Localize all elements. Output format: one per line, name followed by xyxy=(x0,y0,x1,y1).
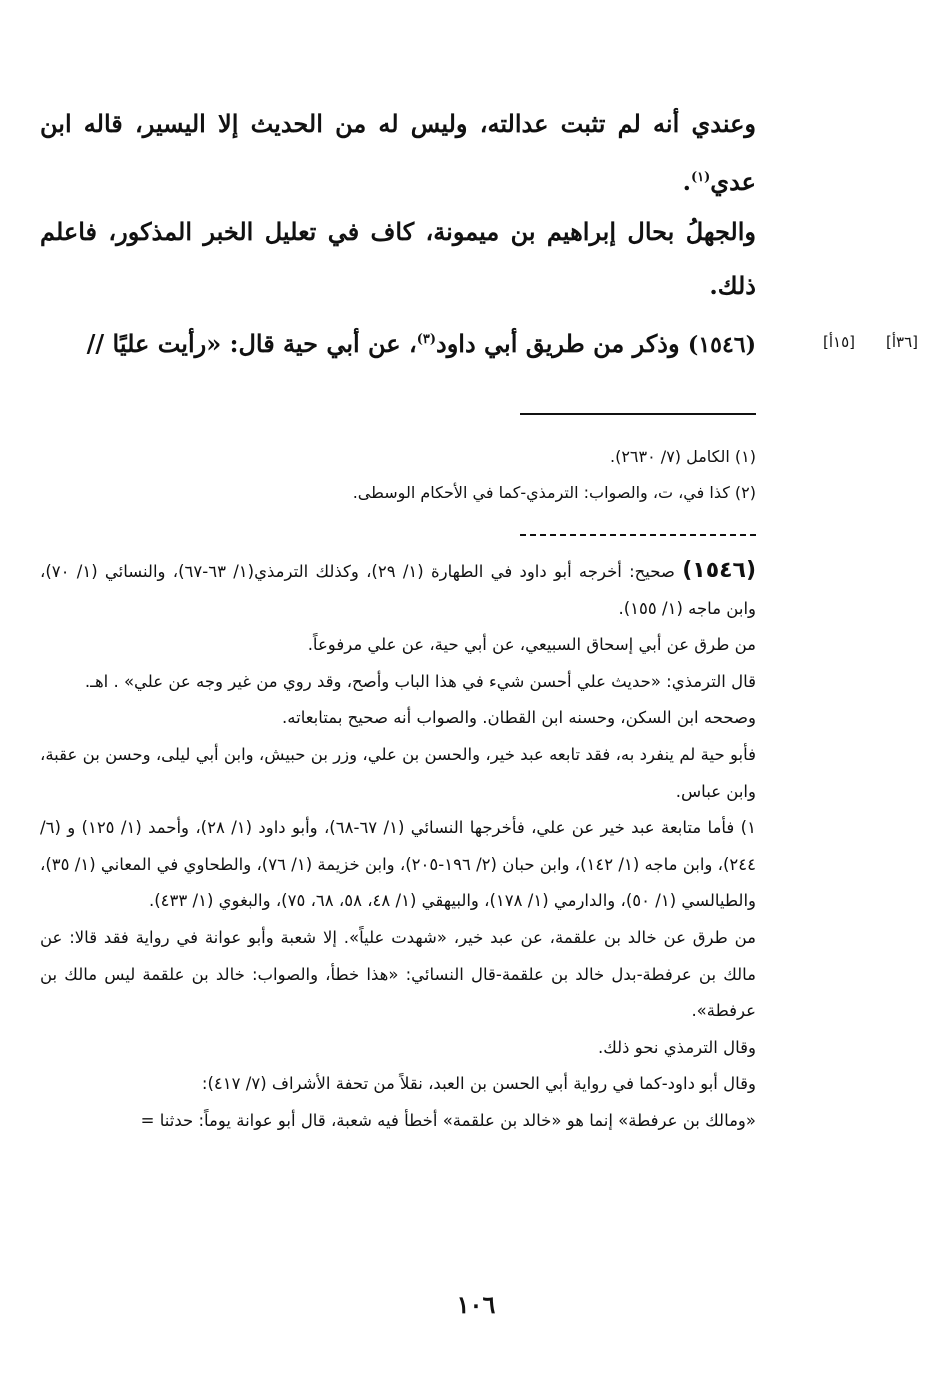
main-paragraph-2 xyxy=(40,205,756,313)
takhrij-line-5: فأبو حية لم ينفرد به، فقد تابعه عبد خير، والحسن بن علي، وزر بن حبيش، وابن أبي ليلى، وحسن بن عقبة، وابن عباس. xyxy=(40,744,756,801)
footnote-ref-3: (٣) xyxy=(416,332,437,347)
takhrij-line-8: وقال الترمذي نحو ذلك. xyxy=(597,1037,756,1057)
takhrij-line-2: من طرق عن أبي إسحاق السبيعي، عن أبي حية، عن علي مرفوعاً. xyxy=(307,635,756,655)
takhrij-line-4: وصححه ابن السكن، وحسنه ابن القطان. والصواب أنه صحيح بمتابعاته. xyxy=(282,708,756,728)
takhrij-line-3: قال الترمذي: «حديث علي أحسن شيء في هذا الباب وأصح، وقد روي من غير وجه عن علي» . اهـ. xyxy=(84,671,756,691)
main-text-3b: ، عن أبي حية قال: «رأيت عليًا // xyxy=(86,329,417,358)
takhrij-line-1: صحيح: أخرجه أبو داود في الطهارة (١/ ٢٩)، وكذلك الترمذي(١/ ٦٣-٦٧)، والنسائي (١/ ٧٠)، وابن ماجه (١/ ١٥٥). xyxy=(40,562,756,618)
page-number: ١٠٦ xyxy=(456,1290,496,1319)
manuscript-ref-2: [١٥أ] xyxy=(823,333,856,351)
footnote-2: (٢) كذا في، ت، والصواب: الترمذي-كما في الأحكام الوسطى. xyxy=(352,483,756,502)
takhrij-line-6: ١) فأما متابعة عبد خير عن علي، فأخرجها النسائي (١/ ٦٧-٦٨)، وأبو داود (١/ ٢٨)، وأحمد (١/ ١٢٥) و (٦/ ٢٤٤)، وابن ماجه (١/ ١٤٢)، وابن حبان (٢/ ١٩٦-٢٠٥)، وابن خزيمة (١/ ٧٦)، والطحاوي في المعاني (١/ ٣٥)، والطيالسي (١/ ٥٠)، والدارمي (١/ ١٧٨)، والبيهقي (١/ ٤٨، ٥٨، ٦٨، ٧٥)، والبغوي (١/ ٤٣٣). xyxy=(40,818,757,911)
main-text-3a: وذكر من طريق أبي داود xyxy=(436,329,680,358)
takhrij-separator xyxy=(520,534,756,536)
takhrij-line-10: «ومالك بن عرفطة» إنما هو «خالد بن علقمة» أخطأ فيه شعبة، قال أبو عوانة يوماً: حدثنا = xyxy=(140,1110,756,1130)
manuscript-ref-1: [٣٦أ] xyxy=(886,333,919,351)
main-paragraph-1 xyxy=(40,97,756,209)
main-text-1: وعندي أنه لم تثبت عدالته، وليس له من الحديث إلا اليسير، قاله ابن عدي xyxy=(40,109,756,196)
takhrij-section xyxy=(40,553,756,1140)
takhrij-line-9: وقال أبو داود-كما في رواية أبي الحسن بن العبد، نقلاً من تحفة الأشراف (٧/ ٤١٧): xyxy=(201,1074,756,1094)
footnote-ref-1: (١) xyxy=(691,170,711,185)
takhrij-line-7: من طرق عن خالد بن علقمة، عن عبد خير، «شهدت علياً». إلا شعبة وأبو عوانة في رواية فقد قالا: عن مالك بن عرفطة-بدل خالد بن علقمة-قال النسائي: «هذا خطأ، والصواب: خالد بن علقمة ليس مالك بن عرفطة». xyxy=(40,927,756,1021)
main-text-2: والجهلُ بحال إبراهيم بن ميمونة، كاف في تعليل الخبر المذكور، فاعلم ذلك. xyxy=(40,217,756,300)
main-paragraph-3 xyxy=(40,313,756,372)
footnote-1: (١) الكامل (٧/ ٢٦٣٠). xyxy=(610,447,756,466)
footnote-separator xyxy=(520,413,756,415)
main-text-1-end: . xyxy=(682,167,691,196)
hadith-number: (١٥٤٦) xyxy=(687,332,756,358)
takhrij-number: (١٥٤٦) xyxy=(682,558,757,583)
